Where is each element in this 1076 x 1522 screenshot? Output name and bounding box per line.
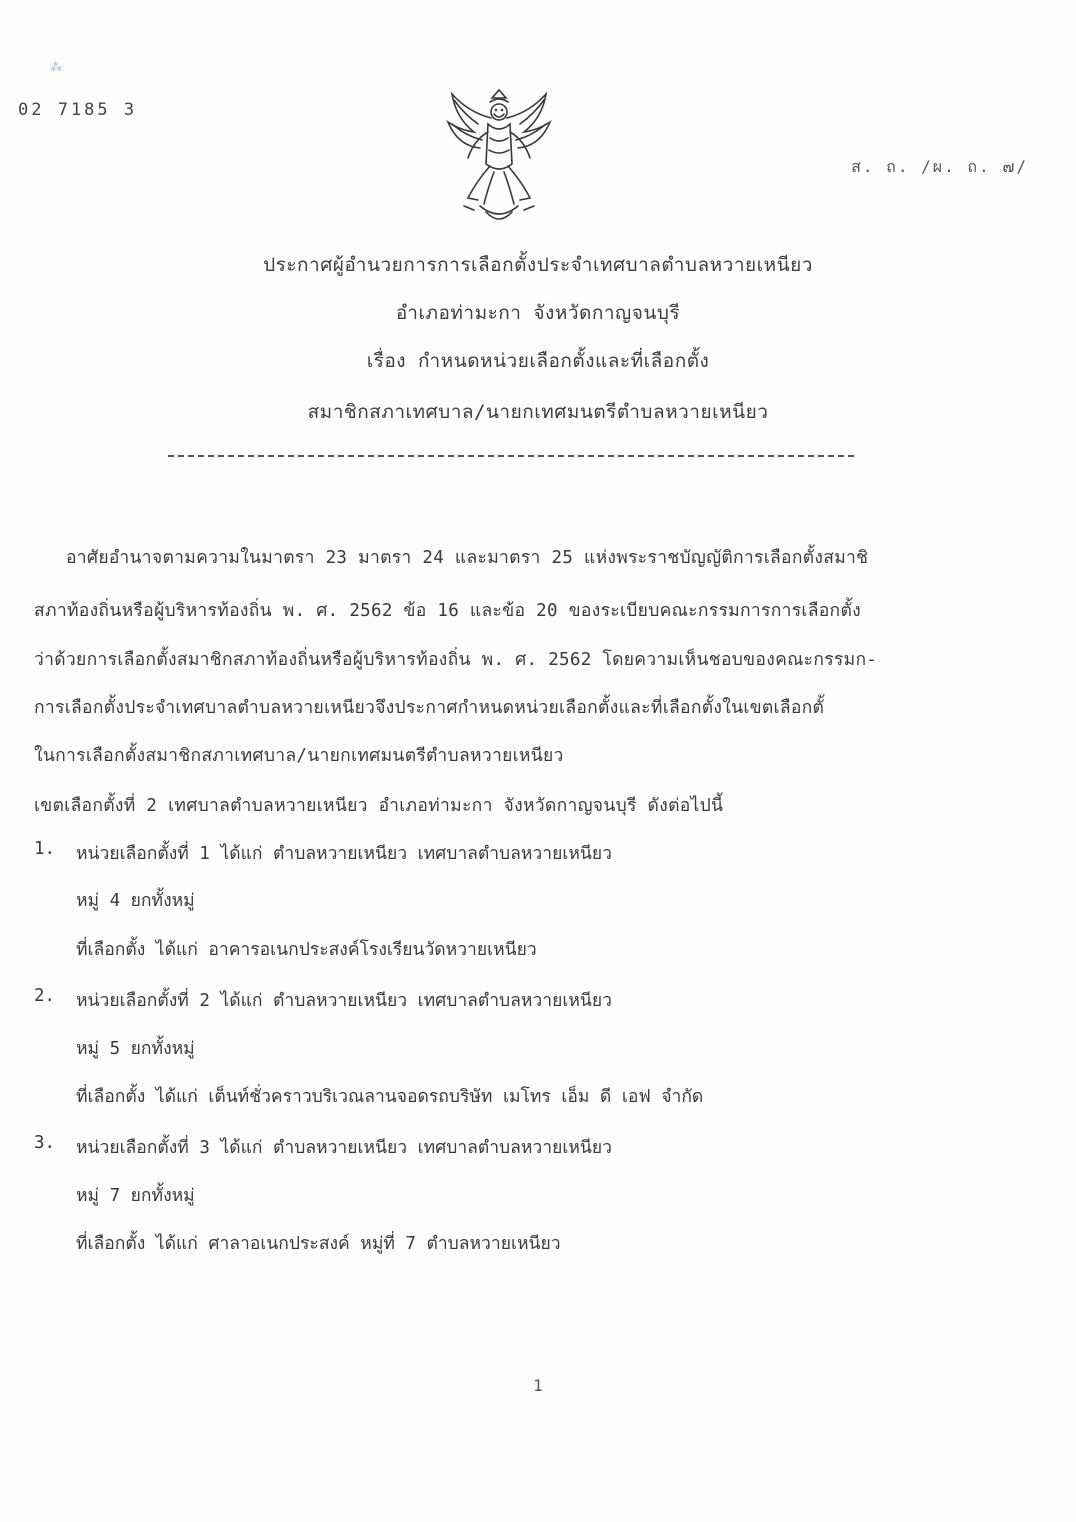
announcement-subject: เรื่อง กำหนดหน่วยเลือกตั้งและที่เลือกตั้ง xyxy=(366,350,710,372)
unit-village: หมู่ 5 ยกทั้งหมู่ xyxy=(76,1039,195,1059)
unit-number: 1. xyxy=(34,839,56,859)
body-paragraph-line: ในการเลือกตั้งสมาชิกสภาเทศบาล/นายกเทศมนตรีตำบลหวายเหนียว xyxy=(34,746,564,766)
document-code: 02 7185 3 xyxy=(18,100,138,120)
title-divider xyxy=(168,455,854,457)
page-number: 1 xyxy=(533,1376,543,1395)
unit-description: หน่วยเลือกตั้งที่ 3 ได้แก่ ตำบลหวายเหนียว เทศบาลตำบลหวายเหนียว xyxy=(76,1138,612,1158)
body-paragraph-line: การเลือกตั้งประจำเทศบาลตำบลหวายเหนียวจึงประกาศกำหนดหน่วยเลือกตั้งและที่เลือกตั้งในเขตเลือกตั้ xyxy=(34,698,825,718)
constituency-line: เขตเลือกตั้งที่ 2 เทศบาลตำบลหวายเหนียว อำเภอท่ามะกา จังหวัดกาญจนบุรี ดังต่อไปนี้ xyxy=(34,796,724,816)
announcement-title: ประกาศผู้อำนวยการการเลือกตั้งประจำเทศบาลตำบลหวายเหนียว xyxy=(263,254,813,276)
body-paragraph-line: สภาท้องถิ่นหรือผู้บริหารท้องถิ่น พ. ศ. 2562 ข้อ 16 และข้อ 20 ของระเบียบคณะกรรมการการเลือกตั้ง xyxy=(34,601,861,621)
unit-village: หมู่ 4 ยกทั้งหมู่ xyxy=(76,891,195,911)
unit-number: 2. xyxy=(34,986,56,1006)
unit-polling-place: ที่เลือกตั้ง ได้แก่ อาคารอเนกประสงค์โรงเรียนวัดหวายเหนียว xyxy=(76,940,537,960)
unit-description: หน่วยเลือกตั้งที่ 1 ได้แก่ ตำบลหวายเหนียว เทศบาลตำบลหวายเหนียว xyxy=(76,844,612,864)
body-paragraph-line: อาศัยอำนาจตามความในมาตรา 23 มาตรา 24 และมาตรา 25 แห่งพระราชบัญญัติการเลือกตั้งสมาชิ xyxy=(66,548,869,568)
announcement-subject-detail: สมาชิกสภาเทศบาล/นายกเทศมนตรีตำบลหวายเหนียว xyxy=(307,401,769,423)
announcement-district: อำเภอท่ามะกา จังหวัดกาญจนบุรี xyxy=(395,302,681,324)
unit-description: หน่วยเลือกตั้งที่ 2 ได้แก่ ตำบลหวายเหนียว เทศบาลตำบลหวายเหนียว xyxy=(76,991,612,1011)
garuda-emblem-icon xyxy=(434,88,564,228)
unit-number: 3. xyxy=(34,1133,56,1153)
unit-polling-place: ที่เลือกตั้ง ได้แก่ ศาลาอเนกประสงค์ หมู่ที่ 7 ตำบลหวายเหนียว xyxy=(76,1234,561,1254)
stamp-mark: ⁂ xyxy=(49,59,63,75)
unit-polling-place: ที่เลือกตั้ง ได้แก่ เต็นท์ชั่วคราวบริเวณลานจอดรถบริษัท เมโทร เอ็ม ดี เอฟ จำกัด xyxy=(76,1087,704,1107)
unit-village: หมู่ 7 ยกทั้งหมู่ xyxy=(76,1186,195,1206)
body-paragraph-line: ว่าด้วยการเลือกตั้งสมาชิกสภาท้องถิ่นหรือผู้บริหารท้องถิ่น พ. ศ. 2562 โดยความเห็นชอบของคณะกรรมก- xyxy=(34,650,878,670)
reference-number: ส. ถ. /ผ. ถ. ๗/ xyxy=(851,157,1028,176)
